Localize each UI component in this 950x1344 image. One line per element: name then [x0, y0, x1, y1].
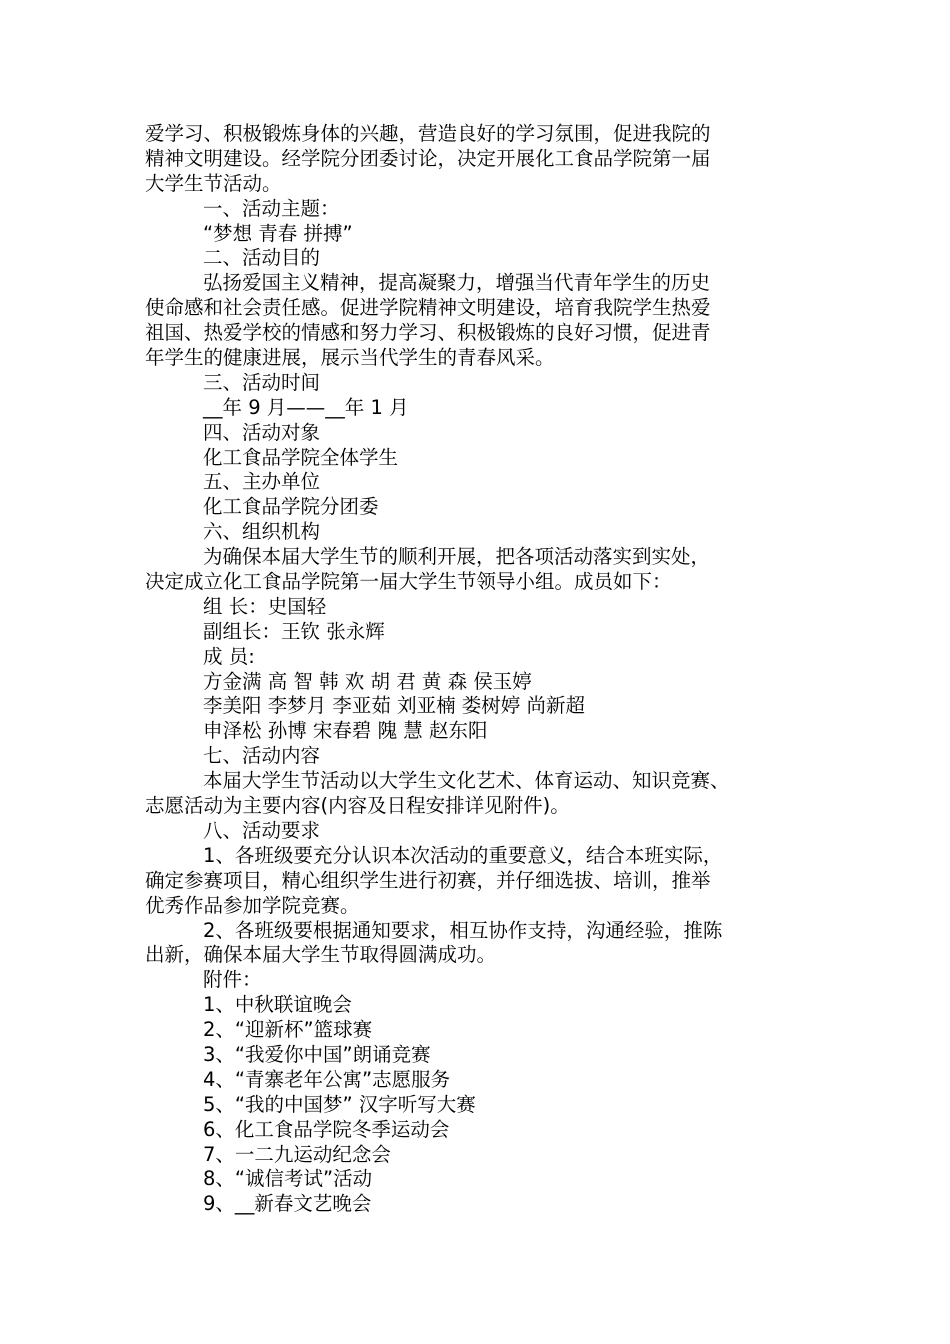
text-line: 六、组织机构 — [203, 520, 321, 544]
text-line: 化工食品学院分团委 — [203, 495, 379, 519]
text-line: 弘扬爱国主义精神，提高凝聚力，增强当代青年学生的历史 — [203, 271, 711, 295]
text-line: 确定参赛项目，精心组织学生进行初赛，并仔细选拔、培训，推举 — [145, 868, 711, 892]
text-line: 3、“我爱你中国”朗诵竞赛 — [203, 1042, 431, 1066]
text-line: 副组长：王钦 张永辉 — [203, 619, 385, 643]
text-line: 附件： — [203, 968, 262, 992]
text-line: 年学生的健康进展，展示当代学生的青春风采。 — [145, 346, 555, 370]
text-line: 志愿活动为主要内容(内容及日程安排详见附件)。 — [145, 794, 570, 818]
text-line: 二、活动目的 — [203, 246, 321, 270]
text-line: 出新，确保本届大学生节取得圆满成功。 — [145, 943, 497, 967]
text-line: 5、“我的中国梦” 汉字听写大赛 — [203, 1092, 476, 1116]
text-line: 优秀作品参加学院竞赛。 — [145, 893, 360, 917]
text-line: 为确保本届大学生节的顺利开展，把各项活动落实到实处， — [203, 545, 711, 569]
text-line: 祖国、热爱学校的情感和努力学习、积极锻炼的良好习惯，促进青 — [145, 321, 711, 345]
text-line: “梦想 青春 拼搏” — [203, 221, 353, 245]
text-line: 1、中秋联谊晚会 — [203, 993, 352, 1017]
text-line: __年 9 月——__年 1 月 — [203, 395, 409, 419]
text-line: 4、“青寨老年公寓”志愿服务 — [203, 1067, 451, 1091]
text-line: 李美阳 李梦月 李亚茹 刘亚楠 娄树婷 尚新超 — [203, 694, 585, 718]
text-line: 七、活动内容 — [203, 744, 321, 768]
text-line: 八、活动要求 — [203, 818, 321, 842]
text-line: 方金满 高 智 韩 欢 胡 君 黄 森 侯玉婷 — [203, 669, 532, 693]
text-line: 2、“迎新杯”篮球赛 — [203, 1018, 373, 1042]
text-line: 爱学习、积极锻炼身体的兴趣，营造良好的学习氛围，促进我院的 — [145, 122, 711, 145]
text-line: 申泽松 孙博 宋春碧 隗 慧 赵东阳 — [203, 719, 488, 743]
text-line: 三、活动时间 — [203, 370, 321, 394]
text-line: 五、主办单位 — [203, 470, 321, 494]
text-line: 大学生节活动。 — [145, 171, 282, 195]
text-line: 四、活动对象 — [203, 420, 321, 444]
text-line: 1、各班级要充分认识本次活动的重要意义，结合本班实际， — [203, 843, 723, 867]
text-line: 9、__新春文艺晚会 — [203, 1192, 372, 1216]
text-line: 一、活动主题： — [203, 196, 340, 220]
document-body — [145, 122, 825, 1217]
text-line: 8、“诚信考试”活动 — [203, 1167, 373, 1191]
text-line: 本届大学生节活动以大学生文化艺术、体育运动、知识竞赛、 — [203, 769, 730, 793]
text-line: 成 员: — [203, 644, 255, 668]
text-line: 2、各班级要根据通知要求，相互协作支持，沟通经验，推陈 — [203, 918, 723, 942]
text-line: 化工食品学院全体学生 — [203, 445, 399, 469]
text-line: 7、一二九运动纪念会 — [203, 1142, 391, 1166]
text-line: 决定成立化工食品学院第一届大学生节领导小组。成员如下： — [145, 570, 672, 594]
text-line: 使命感和社会责任感。促进学院精神文明建设，培育我院学生热爱 — [145, 296, 711, 320]
text-line: 组 长：史国轻 — [203, 594, 327, 618]
text-line: 6、化工食品学院冬季运动会 — [203, 1117, 450, 1141]
text-line: 精神文明建设。经学院分团委讨论，决定开展化工食品学院第一届 — [145, 146, 711, 170]
